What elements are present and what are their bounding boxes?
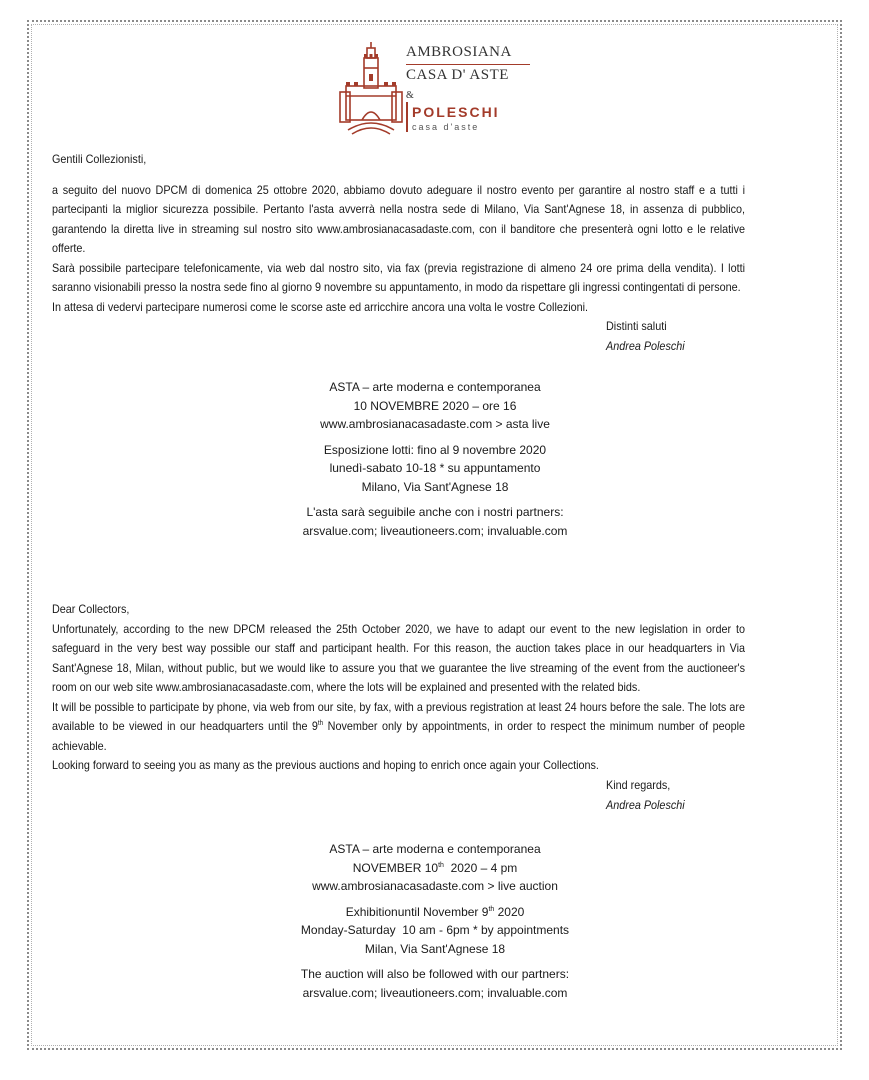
- info-line: 10 NOVEMBRE 2020 – ore 16: [353, 398, 517, 413]
- logo-text-ambrosiana: AMBROSIANA: [406, 44, 512, 60]
- english-paragraph: It will be possible to participate by phone, via web from our site, by fax, with a previous registration at least 24 hours before the sale. The lots are available to be viewed in our headquarters until the 9th November only by appointments, in order to respect the minimum number of people achievable.: [52, 699, 746, 753]
- italian-auction-block: [180, 378, 690, 434]
- info-line: NOVEMBER 10th 2020 – 4 pm: [352, 860, 518, 875]
- italian-exhibition-block: [180, 441, 690, 497]
- logo-rule: [406, 64, 530, 65]
- english-signature: Andrea Poleschi: [606, 797, 685, 812]
- italian-auction-info: [180, 378, 690, 547]
- italian-greeting: Gentili Collezionisti,: [52, 152, 147, 166]
- logo-text-casa-daste-small: casa d'aste: [412, 122, 480, 132]
- italian-signature: Andrea Poleschi: [606, 338, 685, 353]
- italian-partners-block: [180, 503, 690, 540]
- italian-signature-block: [606, 317, 685, 356]
- english-letter-body: [52, 600, 745, 776]
- italian-closing: Distinti saluti: [606, 319, 667, 333]
- english-greeting: Dear Collectors,: [52, 602, 130, 616]
- logo-text-poleschi: POLESCHI: [412, 104, 500, 120]
- english-auction-block: [180, 840, 690, 896]
- italian-paragraph: In attesa di vedervi partecipare numerosi come le scorse aste ed arricchire ancora una volta le vostre Collezioni.: [52, 299, 589, 314]
- english-signature-block: [606, 776, 685, 815]
- info-line: Milan, Via Sant'Agnese 18: [364, 941, 506, 956]
- info-line: ASTA – arte moderna e contemporanea: [329, 380, 541, 394]
- italian-paragraph: Sarà possibile partecipare telefonicamente, via web dal nostro sito, via fax (previa registrazione di almeno 24 ore prima della vendita). I lotti saranno visionabili presso la nostra sede fino al giorno 9 novembre su appuntamento, in modo da rispettare gli ingressi contingentati di persone.: [52, 260, 745, 294]
- english-auction-info: [180, 840, 690, 1009]
- info-line: The auction will also be followed with our partners:: [300, 967, 570, 981]
- english-paragraph: Looking forward to seeing you as many as the previous auctions and hoping to enrich once again your Collections.: [52, 758, 599, 772]
- auction-house-logo: [338, 40, 548, 140]
- info-line: lunedì-sabato 10-18 * su appuntamento: [329, 461, 541, 475]
- info-line: arsvalue.com; liveautioneers.com; invaluable.com: [302, 985, 568, 1000]
- info-line: Milano, Via Sant'Agnese 18: [361, 479, 509, 494]
- info-line: L'asta sarà seguibile anche con i nostri partners:: [306, 505, 564, 519]
- info-line: Esposizione lotti: fino al 9 novembre 2020: [323, 442, 547, 457]
- info-line: Exhibitionuntil November 9th 2020: [345, 904, 525, 919]
- logo-bar: [406, 102, 408, 132]
- italian-paragraph: a seguito del nuovo DPCM di domenica 25 ottobre 2020, abbiamo dovuto adeguare il nostro evento per garantire al nostro staff e a tutti i partecipanti la miglior sicurezza possibile. Pertanto l'asta avverrà nella nostra sede di Milano, Via Sant'Agnese 18, in assenza di pubblico, garantendo la diretta live in streaming sul nostro sito www.ambrosianacasadaste.com, con il banditore che presenterà ogni lotto e le relative offerte.: [52, 182, 745, 255]
- logo-text-casa-daste: CASA D' ASTE: [406, 67, 509, 83]
- english-exhibition-block: [180, 903, 690, 959]
- english-partners-block: [180, 965, 690, 1002]
- info-line: arsvalue.com; liveautioneers.com; invaluable.com: [302, 523, 568, 538]
- italian-letter-body: [52, 150, 745, 317]
- info-line: www.ambrosianacasadaste.com > live auction: [312, 879, 558, 893]
- info-line: ASTA – arte moderna e contemporanea: [329, 842, 541, 856]
- info-line: Monday-Saturday 10 am - 6pm * by appointments: [300, 923, 570, 937]
- english-closing: Kind regards,: [606, 778, 671, 792]
- castle-tower-icon: [338, 40, 404, 136]
- info-line: www.ambrosianacasadaste.com > asta live: [320, 417, 550, 431]
- english-paragraph: Unfortunately, according to the new DPCM released the 25th October 2020, we have to adapt our event to the new legislation in order to safeguard in the very best way possible our staff and participant health. For this reason, the auction takes place in our headquarters in Via Sant'Agnese 18, Milan, without public, but we would like to assure you that we guarantee the live streaming of the event from the auctioneer's room on our web site www.ambrosianacasadaste.com, where the lots will be explained and presented with the related bids.: [52, 621, 745, 694]
- logo-ampersand: &: [406, 90, 414, 101]
